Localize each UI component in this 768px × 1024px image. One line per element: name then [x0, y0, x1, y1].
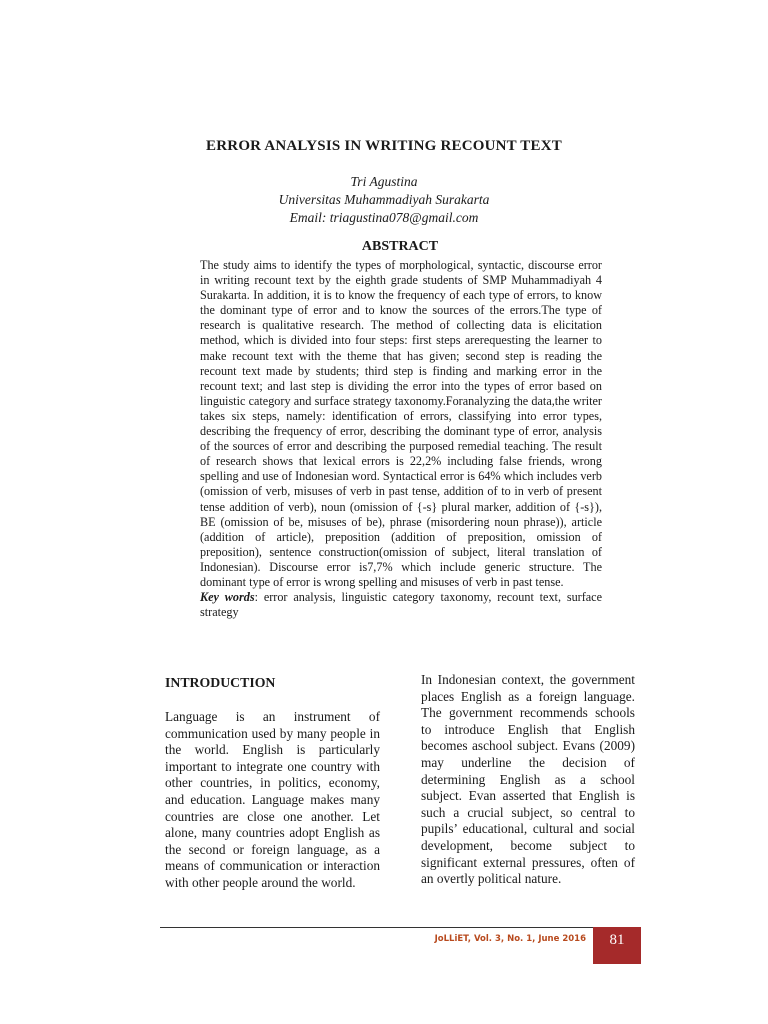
- author-affiliation: Universitas Muhammadiyah Surakarta: [278, 192, 490, 207]
- author-email: Email: triagustina078@gmail.com: [289, 210, 479, 225]
- intro-paragraph-right: In Indonesian context, the government places English as a foreign language. The government recommends schools to introduce English that English becomes aschool subject. Evans (2009) may underline the decision of determining English as a school subject. Evan asserted that English is such a crucial subject, so central to pupils’ educational, cultural and social development, become subject to significant external pressures, often of an overtly political nature.: [421, 672, 635, 887]
- abstract-text: The study aims to identify the types of morphological, syntactic, discourse error in writing recount text by the eighth grade students of SMP Muhammadiyah 4 Surakarta. In addition, it is to know the frequency of each type of errors, to know the dominant type of error and to know the sources of the errors.The type of research is qualitative research. The method of collecting data is elicitation method, which is divided into four steps: first steps arerequesting the learner to make recount text with the theme that has given; second step is reading the recount text made by students; third step is finding and marking error in the recount text; and last step is dividing the error into the types of error based on linguistic category and surface strategy taxonomy.Foranalyzing the data,the writer takes six steps, namely: identification of errors, classifying into error types, describing the frequency of error, describing the dominant type of error, analysis of the sources of error and describing the purposed remedial teaching. The result of research shows that lexical errors is 22,2% including false friends, wrong spelling and use of Indonesian word. Syntactical error is 64% which includes verb (omission of verb, misuses of verb in past tense, addition of to in verb of present tense addition of verb), noun (omission of {-s} plural marker, addition of {-s}), BE (omission of be, misuses of be), phrase (misordering noun phrase)), article (addition of article), preposition (addition of preposition, omission of preposition), sentence construction(omission of subject, literal translation of Indonesian). Discourse error is7,7% which include generic structure. The dominant type of error is wrong spelling and misuses of verb in past tense.: [200, 258, 602, 589]
- author-block: [0, 173, 768, 227]
- page-number: 81: [609, 932, 625, 948]
- abstract-heading: ABSTRACT: [361, 239, 439, 254]
- footer-divider: [160, 927, 593, 928]
- paper-title: ERROR ANALYSIS IN WRITING RECOUNT TEXT: [206, 138, 562, 154]
- intro-left-column: [165, 674, 380, 892]
- abstract-section: [200, 258, 602, 620]
- keywords-label: Key words: [200, 590, 255, 605]
- page-number-box: [593, 927, 641, 964]
- introduction-heading: INTRODUCTION: [165, 675, 276, 690]
- intro-paragraph-left: Language is an instrument of communication used by many people in the world. English is particularly important to integrate one country with other countries, in politics, economy, and education. Language makes many countries are close one another. Let alone, many countries adopt English as the second or foreign language, as a means of communication or interaction with other people around the world.: [165, 709, 380, 890]
- keywords-line: [200, 590, 602, 620]
- author-name: Tri Agustina: [350, 174, 418, 189]
- intro-right-column: [421, 672, 635, 888]
- footer-journal-citation: JoLLiET, Vol. 3, No. 1, June 2016: [434, 934, 586, 944]
- keywords-text: : error analysis, linguistic category taxonomy, recount text, surface strategy: [200, 590, 603, 620]
